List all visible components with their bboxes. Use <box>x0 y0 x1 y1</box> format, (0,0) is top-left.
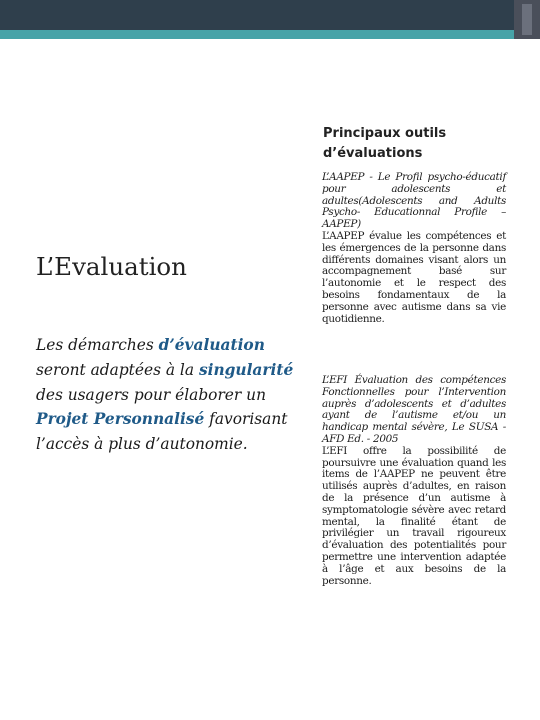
body-text-4: favorisant l’accès à plus d’autonomie. <box>36 410 288 454</box>
body-emphasis-evaluation: d’évaluation <box>158 336 265 354</box>
slide-body <box>36 333 306 457</box>
aapep-text: L’AAPEP évalue les compétences et les émergences de la personne dans différents domaines visant alors un accompagnement basé sur l’autonomie et le respect des besoins fondamentaux de la personne avec autisme dans sa vie quotidienne. <box>322 229 506 325</box>
body-text-2: seront adaptées à la <box>36 360 199 379</box>
header-accent-stripe <box>0 30 540 39</box>
efi-block <box>322 375 506 587</box>
body-text-3: des usagers pour élaborer un <box>36 385 266 404</box>
body-emphasis-singularite: singularité <box>198 360 294 379</box>
aapep-block <box>322 172 506 325</box>
corner-decoration-inner <box>522 4 532 35</box>
aapep-title: L’AAPEP - Le Profil psycho-éducatif pour adolescents et adultes(Adolescents and Adults Psycho- Educationnal Profile – AAPEP) <box>322 171 506 231</box>
body-text-1: Les démarches <box>36 336 159 354</box>
efi-title: L’EFI Évaluation des compétences Fonctionnelles pour l’Intervention auprès d’adolescents et d’adultes ayant de l’autisme et/ou un handicap mental sévère, Le SUSA - AFD Ed. - 2005 <box>322 374 506 445</box>
sidebar-heading: Principaux outils d’évaluations <box>323 126 447 161</box>
header-band <box>0 0 540 30</box>
efi-text: L’EFI offre la possibilité de poursuivre une évaluation quand les items de l’AAPEP ne peuvent être utilisés auprès d’adultes, en raison de la présence d’un autisme à symptomatologie sévère avec retard mental, la finalité étant de privilégier un travail rigoureux d’évaluation des potentialités pour permettre une intervention adaptée à l’âge et aux besoins de la personne. <box>322 444 506 587</box>
body-emphasis-projet: Projet Personnalisé <box>36 410 205 429</box>
slide-title: L’Evaluation <box>36 252 187 281</box>
corner-decoration <box>514 0 540 39</box>
